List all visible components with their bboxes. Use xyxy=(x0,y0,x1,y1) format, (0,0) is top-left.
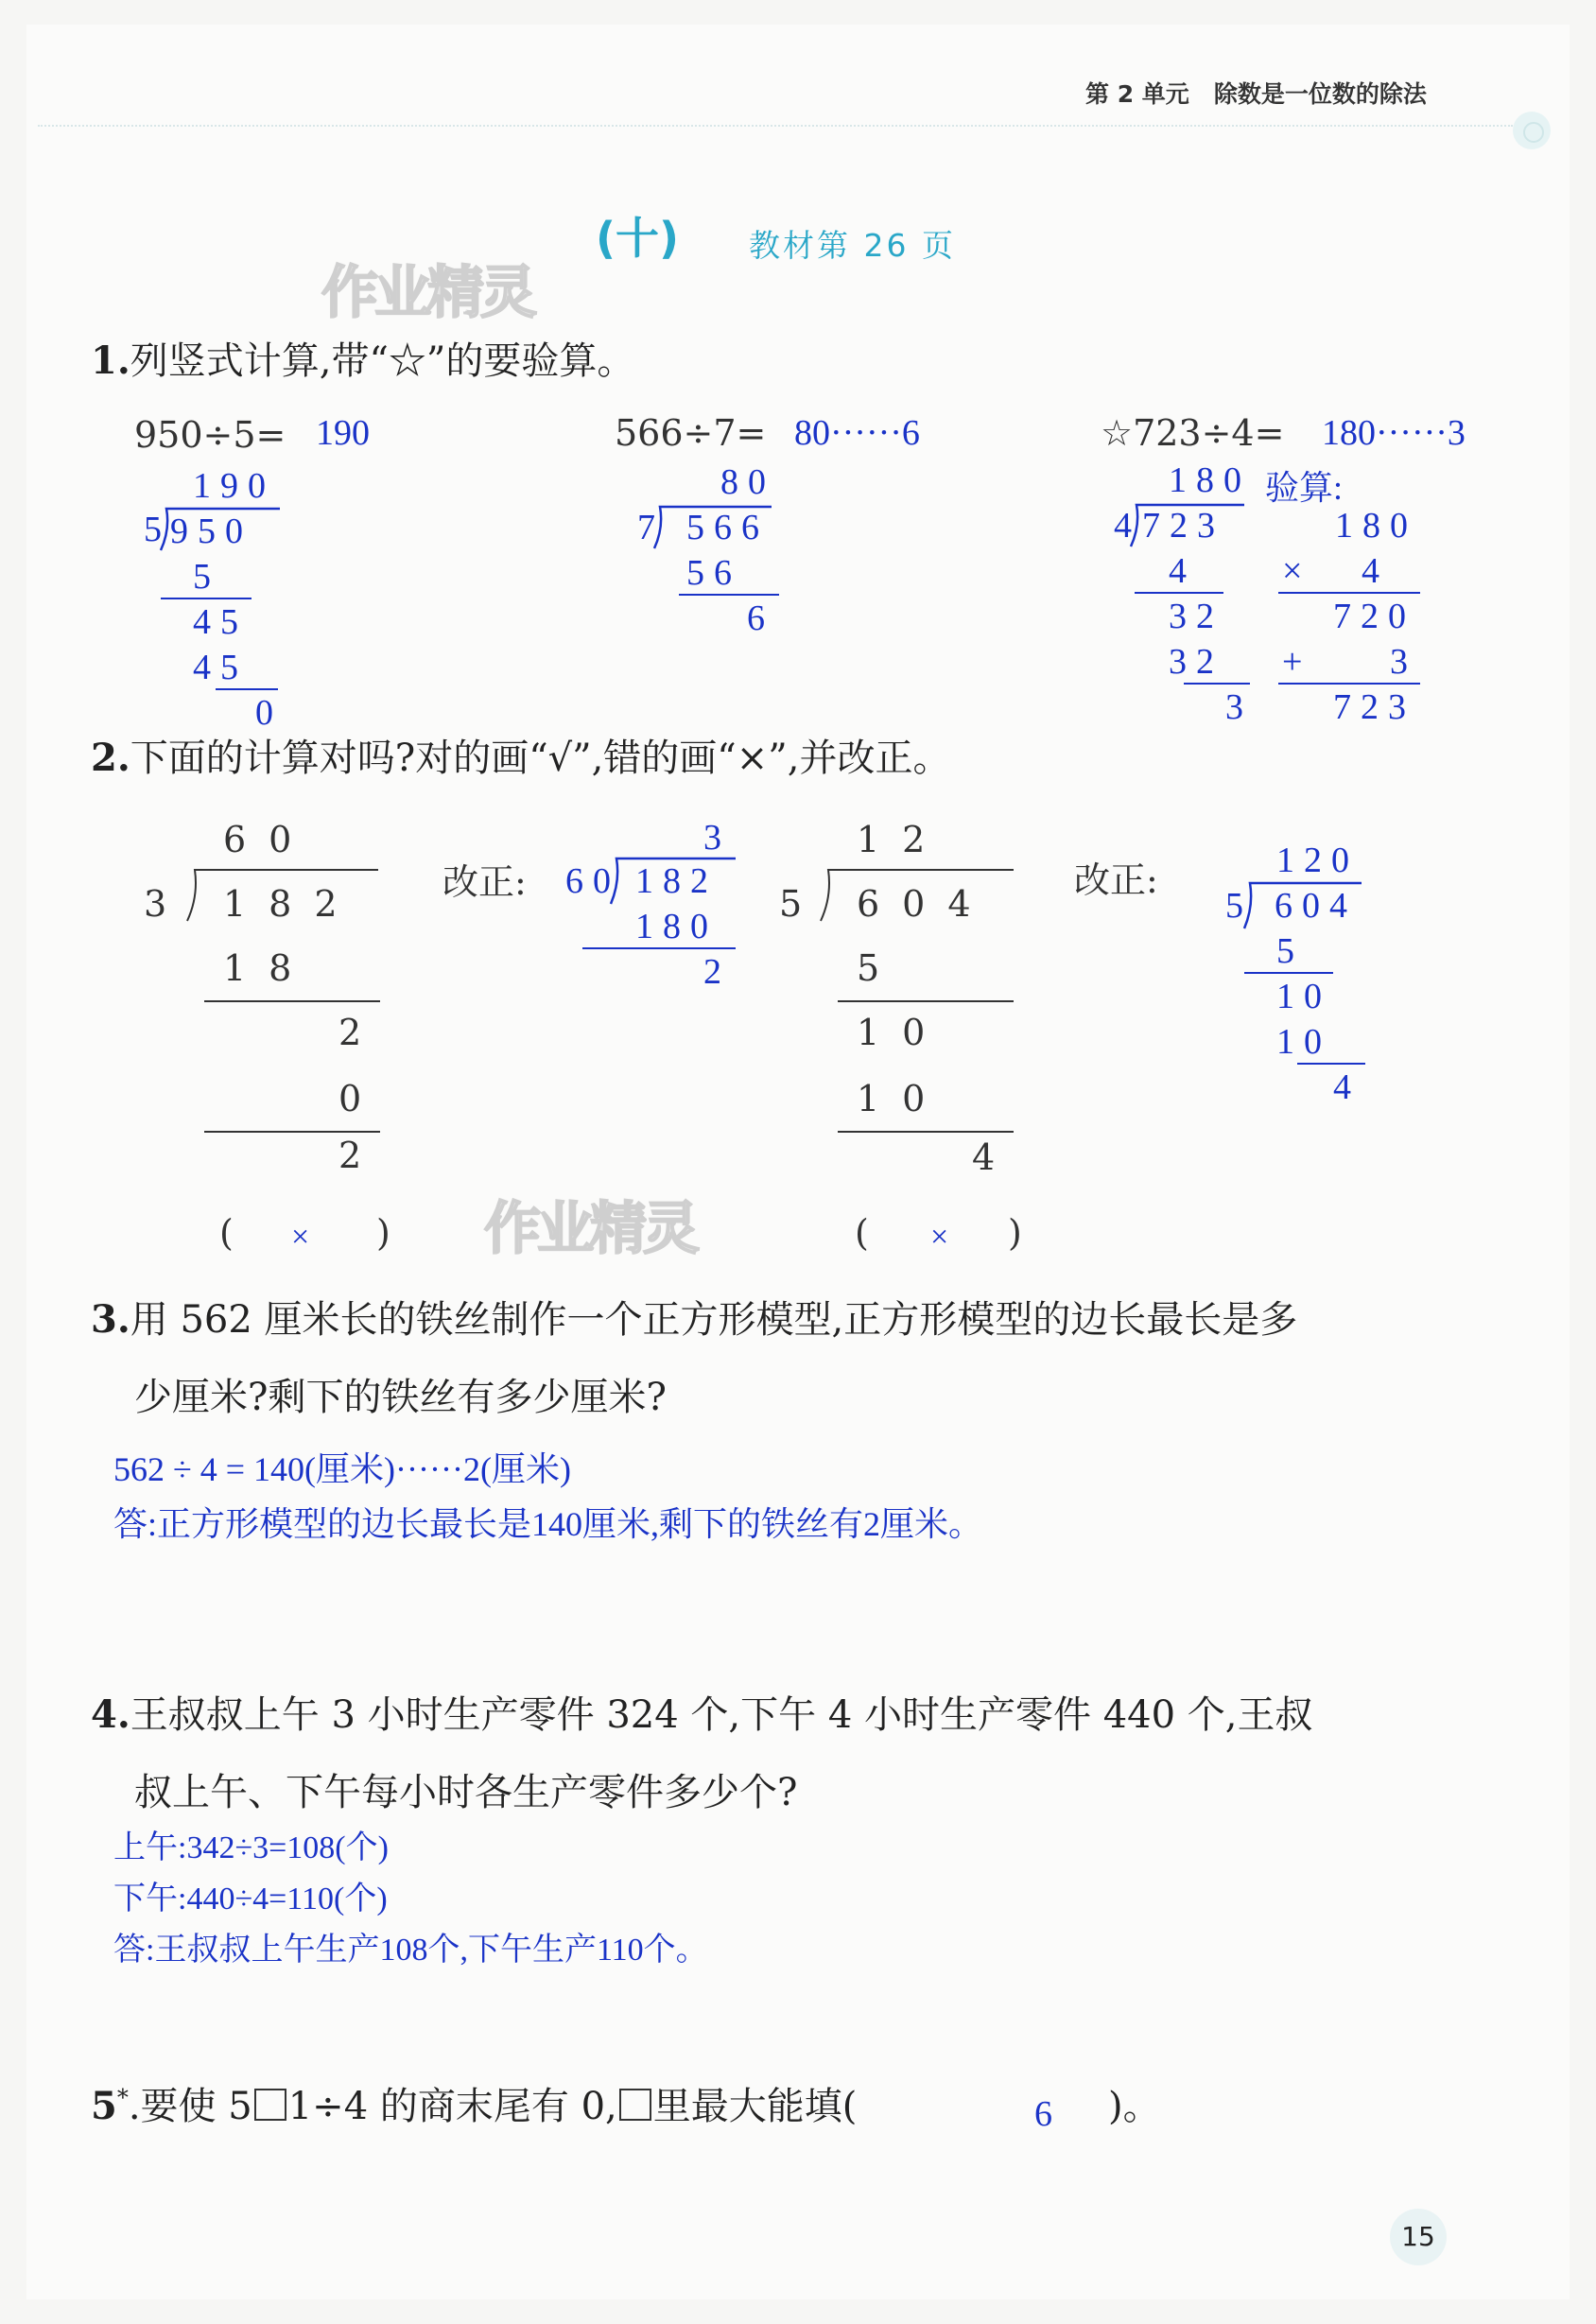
expression-3: ☆723÷4= xyxy=(1101,412,1285,454)
q5-text-d: )。 xyxy=(1108,2085,1161,2128)
judge-paren-close-b: ) xyxy=(1008,1212,1022,1254)
judge-paren-close-a: ) xyxy=(376,1212,390,1254)
lesson-number: (十) xyxy=(596,213,680,264)
q3-work: 562 ÷ 4 = 140(厘米)······2(厘米) xyxy=(113,1450,571,1488)
unit-label: 第 2 单元 xyxy=(1085,80,1189,108)
question-3 xyxy=(91,1290,1297,1344)
watermark: 作业精灵 xyxy=(484,1196,696,1262)
question-2 xyxy=(91,728,950,782)
question-3-line2: 少厘米?剩下的铁丝有多少厘米? xyxy=(134,1376,667,1419)
expression-1: 950÷5= xyxy=(134,414,286,456)
header-divider xyxy=(38,125,1513,127)
q5-text-b: 1÷4 的商末尾有 0, xyxy=(287,2085,617,2128)
topic-label: 除数是一位数的除法 xyxy=(1213,80,1427,108)
q4-work-afternoon: 下午:440÷4=110(个) xyxy=(113,1882,388,1916)
header-decoration-icon xyxy=(1513,112,1551,149)
fix-label-a: 改正: xyxy=(442,861,527,903)
question-1 xyxy=(91,331,634,385)
answer-1: 190 xyxy=(316,413,370,453)
question-number: 2. xyxy=(91,736,130,780)
judge-paren-open-b: ( xyxy=(855,1212,869,1254)
q5-answer[interactable]: 6 xyxy=(1034,2094,1052,2134)
question-text: 列竖式计算,带“☆”的要验算。 xyxy=(130,339,635,383)
expression-2: 566÷7= xyxy=(615,412,767,454)
blank-box-icon xyxy=(254,2089,286,2121)
page-number: 15 xyxy=(1390,2209,1447,2265)
q3-answer: 答:正方形模型的边长最长是140厘米,剩下的铁丝有2厘米。 xyxy=(113,1505,983,1543)
optional-star: * xyxy=(116,2084,129,2111)
answer-2: 80······6 xyxy=(794,413,920,453)
question-number: 3. xyxy=(91,1297,130,1342)
judge-paren-open-a: ( xyxy=(219,1212,234,1254)
q4-work-morning: 上午:342÷3=108(个) xyxy=(113,1830,389,1865)
fix-label-b: 改正: xyxy=(1074,859,1158,901)
judge-mark-a[interactable]: × xyxy=(291,1220,310,1255)
question-text: 下面的计算对吗?对的画“√”,错的画“×”,并改正。 xyxy=(130,737,951,780)
question-number: 5 xyxy=(91,2084,117,2128)
answer-3: 180······3 xyxy=(1322,413,1466,453)
q5-text-a: .要使 5 xyxy=(128,2085,252,2128)
judge-mark-b[interactable]: × xyxy=(930,1220,949,1255)
question-number: 4. xyxy=(91,1692,130,1737)
question-number: 1. xyxy=(91,338,130,383)
check-label: 验算: xyxy=(1265,469,1344,507)
question-5 xyxy=(91,2076,857,2130)
question-text-line1: 王叔叔上午 3 小时生产零件 324 个,下午 4 小时生产零件 440 个,王叔 xyxy=(130,1693,1313,1737)
question-4 xyxy=(91,1685,1313,1739)
page-header xyxy=(1085,76,1451,110)
watermark: 作业精灵 xyxy=(321,260,533,326)
q4-answer: 答:王叔叔上午生产108个,下午生产110个。 xyxy=(113,1933,708,1968)
question-4-line2: 叔上午、下午每小时各生产零件多少个? xyxy=(134,1771,798,1814)
textbook-reference: 教材第 26 页 xyxy=(749,227,956,264)
blank-box-icon xyxy=(619,2089,651,2121)
q5-text-c: 里最大能填( xyxy=(652,2085,858,2128)
question-text-line1: 用 562 厘米长的铁丝制作一个正方形模型,正方形模型的边长最长是多 xyxy=(130,1298,1298,1342)
